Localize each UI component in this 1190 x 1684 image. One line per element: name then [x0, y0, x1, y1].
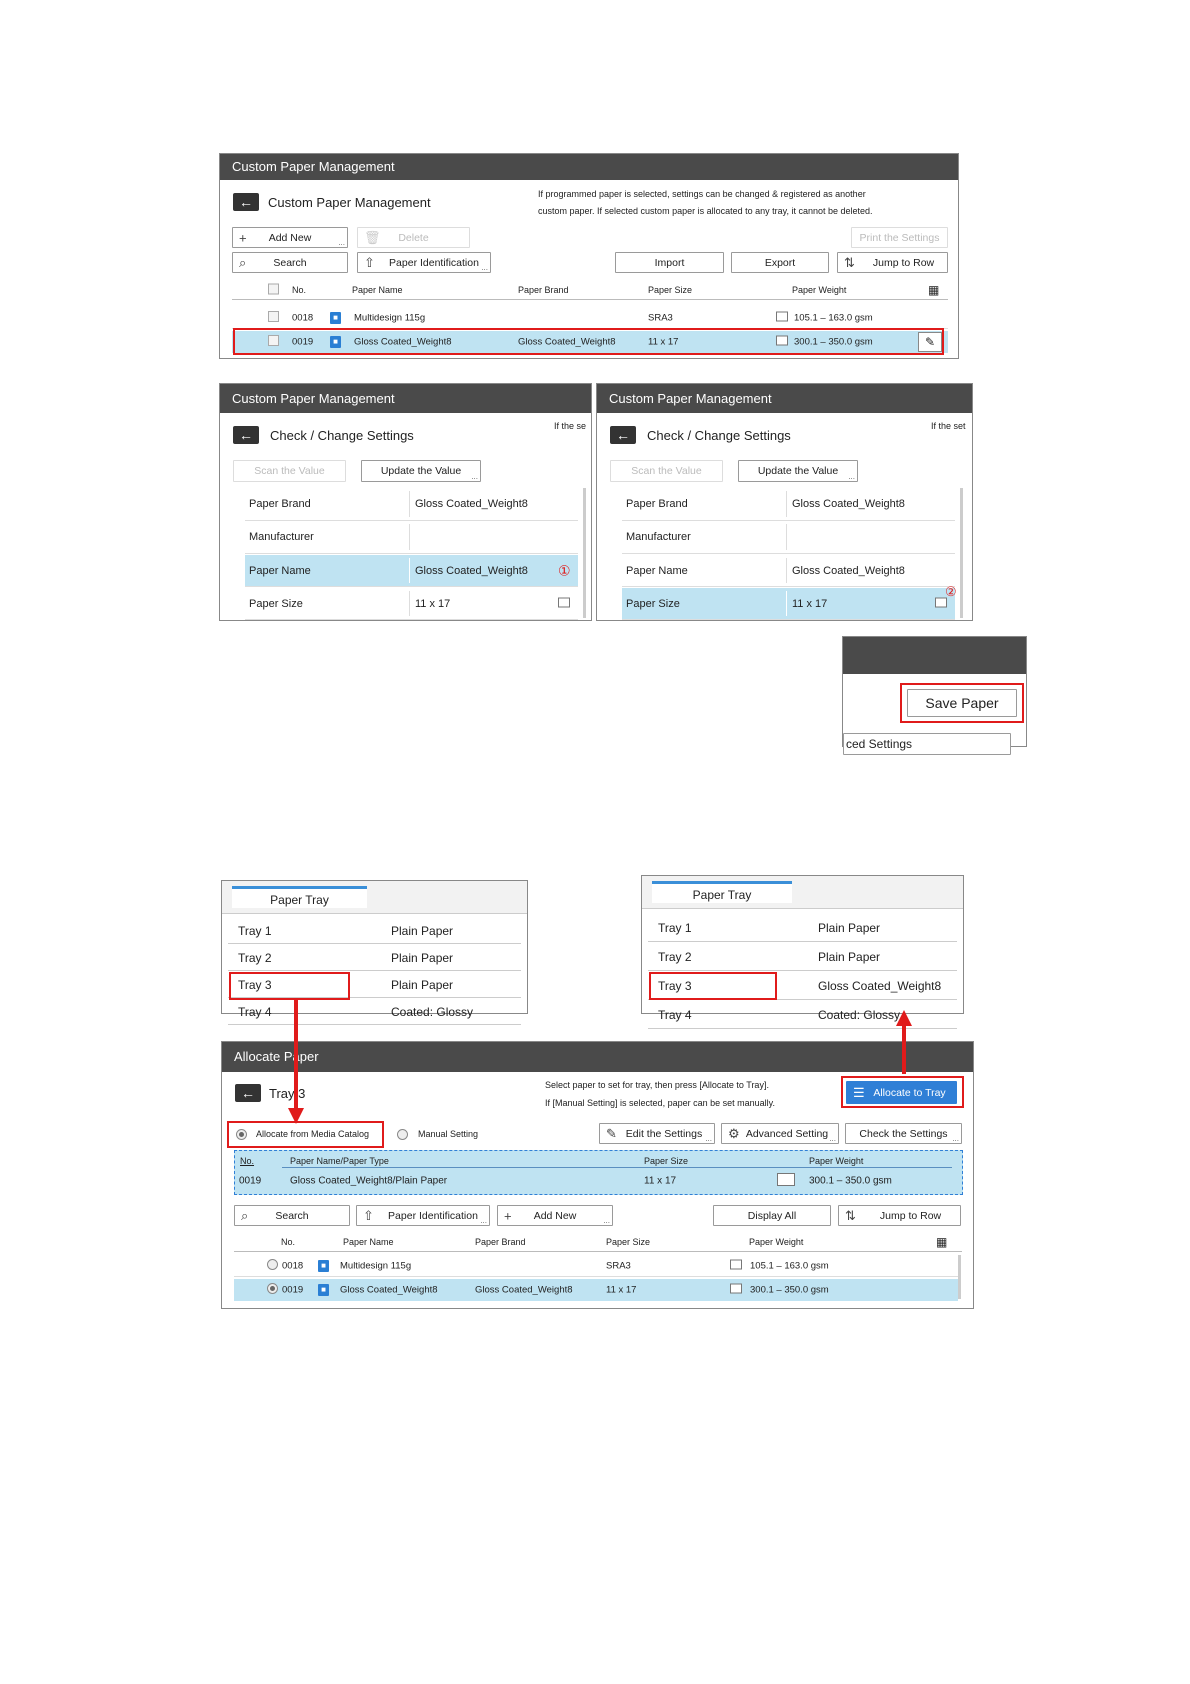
edit-pencil-icon[interactable]: ✎ [918, 332, 942, 352]
info-line-1: If programmed paper is selected, settings can be changed & registered as another [538, 189, 866, 199]
advanced-setting-button[interactable]: ⚙ Advanced Setting ... [721, 1123, 839, 1144]
back-arrow-icon[interactable]: ← [233, 426, 259, 444]
delete-button[interactable]: 🗑 Delete [357, 227, 470, 248]
tray-row[interactable]: Tray 3 Gloss Coated_Weight8 [648, 972, 957, 1000]
panel-title: Allocate Paper [222, 1042, 973, 1072]
import-button[interactable]: Import [615, 252, 724, 273]
check-settings-button[interactable]: Check the Settings ... [845, 1123, 962, 1144]
search-button[interactable]: ⌕ Search [232, 252, 348, 273]
panel-title: Custom Paper Management [220, 384, 591, 413]
setting-row-selected[interactable]: Paper Name Gloss Coated_Weight8 ① [245, 555, 578, 587]
panel-title: Custom Paper Management [597, 384, 972, 413]
sort-arrows-icon: ⇅ [845, 1207, 856, 1223]
setting-row[interactable]: Paper Size 11 x 17 [245, 588, 578, 620]
custom-paper-icon: ■ [318, 1260, 329, 1272]
search-button[interactable]: ⌕ Search [234, 1205, 350, 1226]
print-settings-button[interactable]: Print the Settings [851, 227, 948, 248]
tab-paper-tray[interactable]: Paper Tray [232, 886, 367, 908]
trash-icon: 🗑 [364, 229, 381, 245]
table-row[interactable]: 0019 ■ Gloss Coated_Weight8 Gloss Coated_Weight8 11 x 17 300.1 – 350.0 gsm ✎ [232, 331, 948, 353]
tab-paper-tray[interactable]: Paper Tray [652, 881, 792, 903]
tray-row[interactable]: Tray 1 Plain Paper [648, 914, 957, 942]
setting-row-selected[interactable]: Paper Size 11 x 17 [622, 588, 955, 620]
search-icon: ⌕ [241, 1207, 249, 1223]
jump-to-row-button[interactable]: ⇅ Jump to Row [838, 1205, 961, 1226]
custom-paper-icon: ■ [318, 1284, 329, 1296]
add-new-button[interactable]: + Add New ... [232, 227, 348, 248]
table-row[interactable]: 0018 ■ Multidesign 115g SRA3 105.1 – 163.0 gsm [234, 1255, 958, 1277]
info-line-2: If [Manual Setting] is selected, paper can be set manually. [545, 1098, 775, 1108]
export-button[interactable]: Export [731, 252, 829, 273]
back-title: Check / Change Settings [647, 428, 791, 443]
scan-value-button[interactable]: Scan the Value [610, 460, 723, 482]
table-row[interactable]: 0019 ■ Gloss Coated_Weight8 Gloss Coated_Weight8 11 x 17 300.1 – 350.0 gsm [234, 1279, 958, 1301]
tray-row[interactable]: Tray 3 Plain Paper [228, 972, 521, 998]
scan-value-button[interactable]: Scan the Value [233, 460, 346, 482]
setting-row[interactable]: Paper Name Gloss Coated_Weight8 [622, 555, 955, 587]
plus-icon: + [239, 230, 247, 245]
setting-row[interactable]: Manufacturer [622, 521, 955, 554]
tray-row[interactable]: Tray 4 Coated: Glossy [228, 999, 521, 1025]
setting-row[interactable]: Manufacturer [245, 521, 578, 554]
list-icon: ☰ [853, 1084, 865, 1100]
update-value-button[interactable]: Update the Value ... [738, 460, 858, 482]
table-view-icon[interactable]: ▦ [928, 282, 940, 297]
back-arrow-icon[interactable]: ← [235, 1084, 261, 1102]
upload-icon: ⇧ [364, 254, 375, 270]
upload-icon: ⇧ [363, 1207, 374, 1223]
selected-row: 0019 Gloss Coated_Weight8/Plain Paper 11 x 17 300.1 – 350.0 gsm [235, 1170, 961, 1192]
display-all-button[interactable]: Display All [713, 1205, 831, 1226]
sort-arrows-icon: ⇅ [844, 254, 855, 270]
back-title: Check / Change Settings [270, 428, 414, 443]
back-title: Custom Paper Management [268, 195, 431, 210]
tray-row[interactable]: Tray 1 Plain Paper [228, 918, 521, 944]
setting-row[interactable]: Paper Brand Gloss Coated_Weight8 [622, 488, 955, 521]
back-arrow-icon[interactable]: ← [610, 426, 636, 444]
custom-paper-icon: ■ [330, 336, 341, 348]
tray-row[interactable]: Tray 4 Coated: Glossy [648, 1001, 957, 1029]
pencil-icon: ✎ [606, 1125, 617, 1141]
table-header: No. Paper Name Paper Brand Paper Size Paper Weight ▦ [232, 280, 948, 300]
radio-manual-setting[interactable]: Manual Setting [397, 1127, 507, 1143]
table-row[interactable]: 0018 ■ Multidesign 115g SRA3 105.1 – 163.0 gsm [232, 307, 948, 329]
search-icon: ⌕ [239, 254, 247, 270]
info-cut-text: If the set [931, 421, 966, 431]
step-marker-1: ① [558, 562, 571, 578]
radio-allocate-catalog[interactable]: Allocate from Media Catalog [236, 1127, 376, 1143]
paper-identification-button[interactable]: ⇧ Paper Identification ... [356, 1205, 490, 1226]
allocate-to-tray-button[interactable]: ☰ Allocate to Tray [846, 1081, 957, 1104]
update-value-button[interactable]: Update the Value ... [361, 460, 481, 482]
gear-icon: ⚙ [728, 1125, 740, 1141]
add-new-button[interactable]: + Add New ... [497, 1205, 613, 1226]
info-line-2: custom paper. If selected custom paper is allocated to any tray, it cannot be deleted. [538, 206, 873, 216]
tray-row[interactable]: Tray 2 Plain Paper [228, 945, 521, 971]
paper-identification-button[interactable]: ⇧ Paper Identification ... [357, 252, 491, 273]
panel-title: Custom Paper Management [220, 154, 958, 180]
step-marker-2: ② [945, 584, 957, 599]
arrow-tray3-to-catalog [288, 998, 304, 1124]
back-arrow-icon[interactable]: ← [233, 193, 259, 211]
table-view-icon[interactable]: ▦ [936, 1234, 948, 1249]
back-title: Tray 3 [269, 1086, 306, 1101]
selected-header: No. Paper Name/Paper Type Paper Size Paper Weight [240, 1155, 864, 1166]
tray-row[interactable]: Tray 2 Plain Paper [648, 943, 957, 971]
plus-icon: + [504, 1208, 512, 1223]
info-cut-text: If the se [554, 421, 587, 431]
advanced-settings-button[interactable]: ced Settings [843, 733, 1011, 755]
save-paper-button[interactable]: Save Paper [907, 689, 1017, 717]
arrow-allocate-to-tray [896, 1010, 912, 1074]
jump-to-row-button[interactable]: ⇅ Jump to Row [837, 252, 948, 273]
table-header: No. Paper Name Paper Brand Paper Size Paper Weight ▦ [234, 1232, 962, 1252]
info-line-1: Select paper to set for tray, then press [Allocate to Tray]. [545, 1080, 769, 1090]
edit-settings-button[interactable]: ✎ Edit the Settings ... [599, 1123, 715, 1144]
custom-paper-icon: ■ [330, 312, 341, 324]
setting-row[interactable]: Paper Brand Gloss Coated_Weight8 [245, 488, 578, 521]
